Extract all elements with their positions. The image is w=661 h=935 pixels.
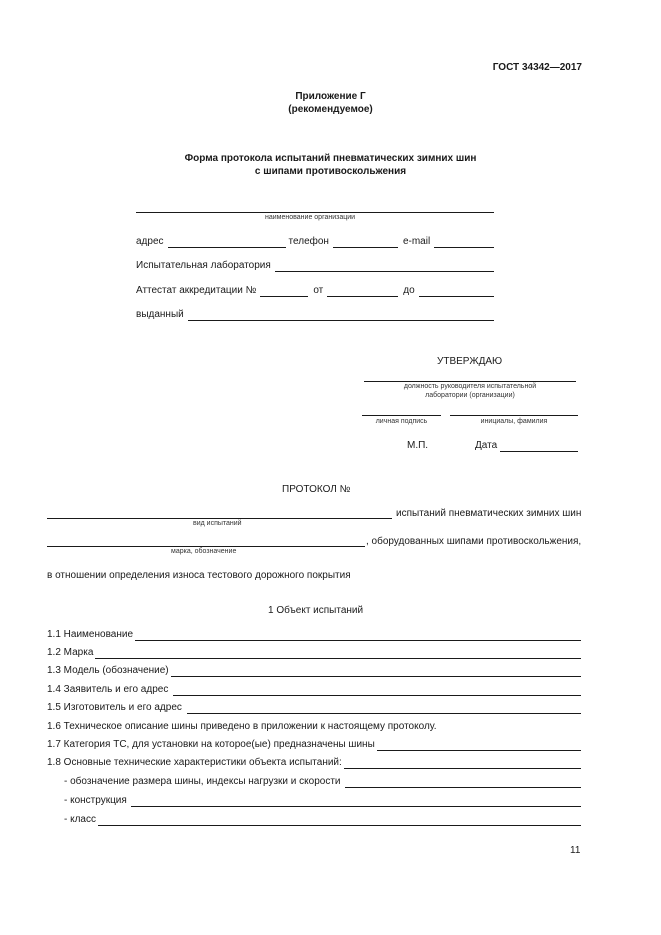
stamp-label: М.П.	[407, 440, 429, 451]
standard-number: ГОСТ 34342—2017	[492, 62, 582, 73]
item-label-model: 1.3 Модель (обозначение)	[47, 665, 169, 676]
item-row-1-7	[47, 739, 581, 751]
position-caption-2: лаборатории (организации)	[425, 392, 515, 399]
item-label-category: 1.7 Категория ТС, для установки на которое(ые) предназначены шины	[47, 739, 375, 750]
section-title: 1 Объект испытаний	[268, 605, 364, 616]
brand-caption: марка, обозначение	[171, 548, 237, 555]
date-field[interactable]	[500, 441, 578, 452]
issued-row	[136, 309, 494, 321]
issued-field[interactable]	[188, 310, 494, 321]
subitem-label-class: - класс	[64, 814, 96, 825]
subitem-row-size	[64, 776, 581, 788]
appendix-title: Приложение Г	[295, 91, 366, 102]
form-title-line1: Форма протокола испытаний пневматических зимних шин	[184, 153, 477, 164]
protocol-title: ПРОТОКОЛ №	[282, 484, 351, 495]
name-caption: инициалы, фамилия	[480, 418, 548, 425]
item-row-1-8	[47, 757, 581, 769]
item-row-1-1	[47, 629, 581, 641]
protocol-line3-text: в отношении определения износа тестового дорожного покрытия	[47, 570, 351, 581]
subitem-label-size: - обозначение размера шины, индексы нагрузки и скорости	[64, 776, 341, 787]
certificate-from-label: от	[313, 285, 324, 296]
lab-field[interactable]	[275, 261, 494, 272]
date-label: Дата	[475, 440, 498, 451]
item-field-brand[interactable]	[95, 648, 581, 659]
item-row-1-3	[47, 665, 581, 677]
organization-name-line	[136, 212, 494, 213]
date-row	[475, 440, 578, 452]
item-label-manufacturer: 1.5 Изготовитель и его адрес	[47, 702, 182, 713]
item-field-category[interactable]	[377, 740, 581, 751]
issued-label: выданный	[136, 309, 184, 320]
form-title-line2: с шипами противоскольжения	[254, 166, 407, 177]
subitem-row-construction	[64, 795, 581, 807]
address-row	[136, 236, 494, 248]
item-1-6-text: 1.6 Техническое описание шины приведено в приложении к настоящему протоколу.	[47, 721, 437, 732]
address-field[interactable]	[168, 237, 286, 248]
subitem-field-construction[interactable]	[131, 796, 581, 807]
subitem-label-construction: - конструкция	[64, 795, 127, 806]
certificate-label: Аттестат аккредитации №	[136, 285, 257, 296]
email-label: e-mail	[402, 236, 431, 247]
signature-line[interactable]	[362, 415, 441, 416]
appendix-subtitle: (рекомендуемое)	[288, 104, 373, 115]
test-type-line[interactable]	[47, 518, 392, 519]
item-label-characteristics: 1.8 Основные технические характеристики объекта испытаний:	[47, 757, 342, 768]
item-label-name: 1.1 Наименование	[47, 629, 134, 640]
phone-label: телефон	[288, 236, 329, 247]
item-field-model[interactable]	[171, 666, 581, 677]
lab-label: Испытательная лаборатория	[136, 260, 271, 271]
certificate-number-field[interactable]	[260, 286, 308, 297]
item-field-characteristics[interactable]	[344, 758, 581, 769]
protocol-line2-text: , оборудованных шипами противоскольжения,	[366, 536, 582, 547]
subitem-row-class	[64, 814, 581, 826]
item-row-1-4	[47, 684, 581, 696]
certificate-from-field[interactable]	[327, 286, 398, 297]
item-row-1-2	[47, 647, 581, 659]
lab-row	[136, 260, 494, 272]
item-label-brand: 1.2 Марка	[47, 647, 94, 658]
position-caption-1: должность руководителя испытательной	[403, 383, 537, 390]
certificate-to-label: до	[403, 285, 415, 296]
position-line[interactable]	[364, 381, 576, 382]
name-line[interactable]	[450, 415, 578, 416]
page-number: 11	[570, 845, 581, 856]
certificate-to-field[interactable]	[419, 286, 494, 297]
subitem-field-size[interactable]	[345, 777, 582, 788]
item-field-applicant[interactable]	[173, 685, 581, 696]
protocol-line1-text: испытаний пневматических зимних шин	[396, 508, 582, 519]
signature-caption: личная подпись	[375, 418, 428, 425]
approve-title: УТВЕРЖДАЮ	[437, 356, 503, 367]
certificate-row	[136, 285, 494, 297]
organization-caption: наименование организации	[265, 214, 356, 221]
item-field-name[interactable]	[135, 630, 581, 641]
email-field[interactable]	[434, 237, 494, 248]
test-type-caption: вид испытаний	[193, 520, 242, 527]
subitem-field-class[interactable]	[98, 815, 581, 826]
item-label-applicant: 1.4 Заявитель и его адрес	[47, 684, 169, 695]
item-field-manufacturer[interactable]	[187, 703, 581, 714]
address-label: адрес	[136, 236, 164, 247]
phone-field[interactable]	[333, 237, 398, 248]
item-row-1-5	[47, 702, 581, 714]
brand-line[interactable]	[47, 546, 365, 547]
